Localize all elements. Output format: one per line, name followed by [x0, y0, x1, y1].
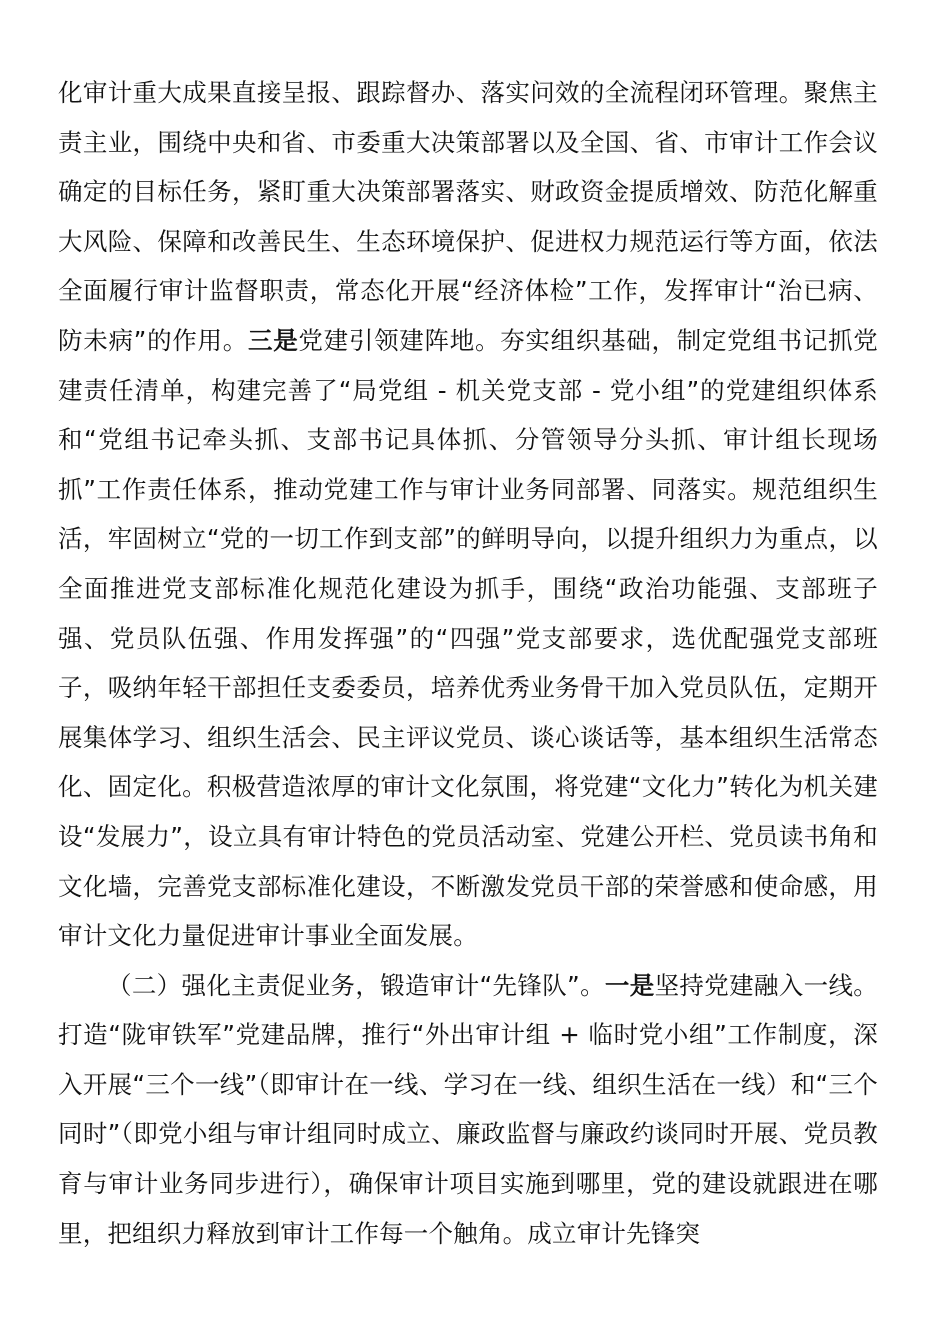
- document-body: [58, 68, 878, 1258]
- paragraph-1: [58, 68, 878, 961]
- paragraph-2: [58, 961, 878, 1259]
- paragraph-2-text: 坚持党建融入一线。打造“陇审铁军”党建品牌，推行“外出审计组 + 临时党小组”工作制度，深入开展“三个一线”（即审计在一线、学习在一线、组织生活在一线）和“三个同时”（即党小组与审计组同时成立、廉政监督与廉政约谈同时开展、党员教育与审计业务同步进行），确保审计项目实施到哪里，党的建设就跟进在哪里，把组织力释放到审计工作每一个触角。成立审计先锋突: [58, 970, 878, 1248]
- paragraph-1-bold-label: 三是: [247, 325, 299, 355]
- paragraph-2-bold-label: 一是: [604, 970, 655, 1000]
- paragraph-2-heading: （二）强化主责促业务，锻造审计“先锋队”。: [107, 970, 605, 1000]
- paragraph-1-text-a: 化审计重大成果直接呈报、跟踪督办、落实问效的全流程闭环管理。聚焦主责主业，围绕中央和省、市委重大决策部署以及全国、省、市审计工作会议确定的目标任务，紧盯重大决策部署落实、财政资金提质增效、防范化解重大风险、保障和改善民生、生态环境保护、促进权力规范运行等方面，依法全面履行审计监督职责，常态化开展“经济体检”工作，发挥审计“治已病、防未病”的作用。: [58, 78, 878, 355]
- paragraph-1-text-b: 党建引领建阵地。夯实组织基础，制定党组书记抓党建责任清单，构建完善了“局党组 - 机关党支部 - 党小组”的党建组织体系和“党组书记牵头抓、支部书记具体抓、分管领导分头抓、审计组长现场抓”工作责任体系，推动党建工作与审计业务同部署、同落实。规范组织生活，牢固树立“党的一切工作到支部”的鲜明导向，以提升组织力为重点，以全面推进党支部标准化规范化建设为抓手，围绕“政治功能强、支部班子强、党员队伍强、作用发挥强”的“四强”党支部要求，选优配强党支部班子，吸纳年轻干部担任支委委员，培养优秀业务骨干加入党员队伍，定期开展集体学习、组织生活会、民主评议党员、谈心谈话等，基本组织生活常态化、固定化。积极营造浓厚的审计文化氛围，将党建“文化力”转化为机关建设“发展力”，设立具有审计特色的党员活动室、党建公开栏、党员读书角和文化墙，完善党支部标准化建设，不断激发党员干部的荣誉感和使命感，用审计文化力量促进审计事业全面发展。: [58, 325, 878, 951]
